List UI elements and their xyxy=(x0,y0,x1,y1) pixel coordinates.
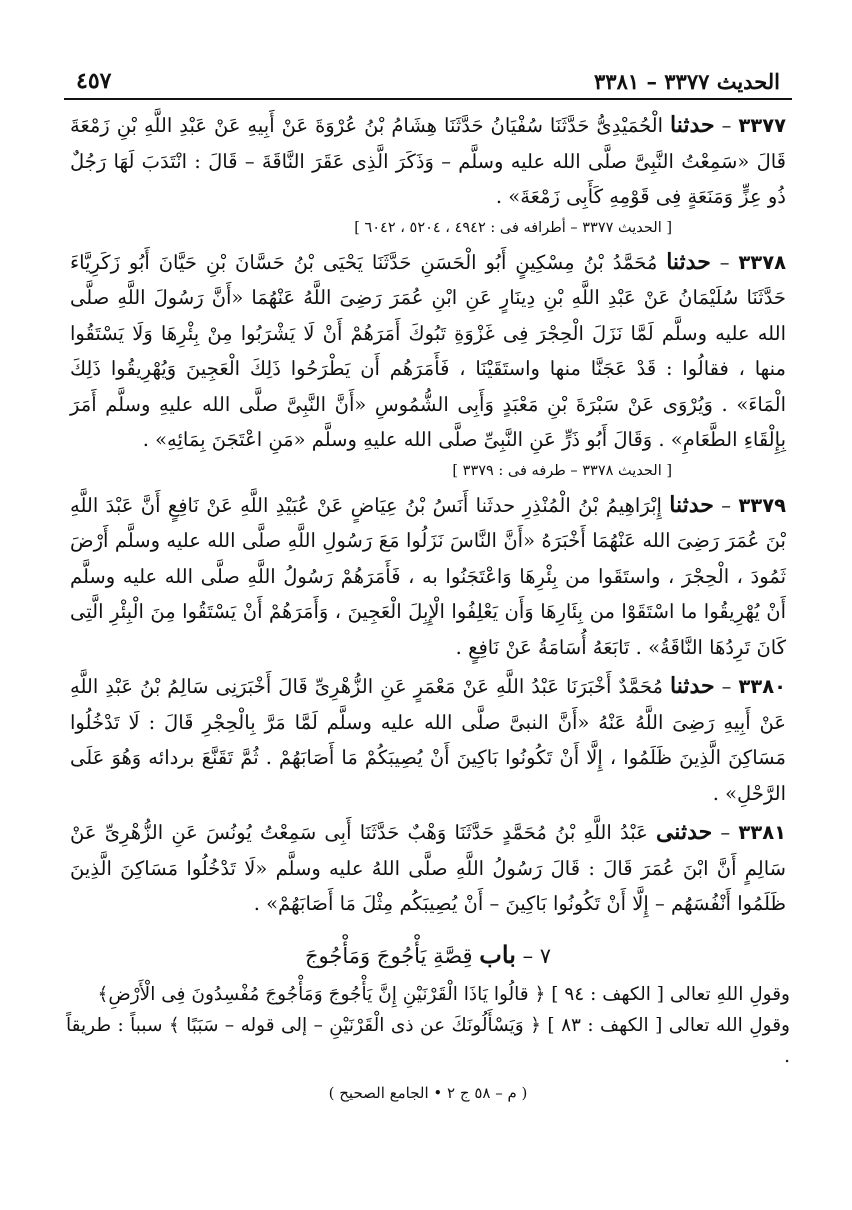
hadith-text: إِبْرَاهِيمُ بْنُ الْمُنْذِرِ حدثَنا أَنَسُ بْنُ عِيَاضٍ عَنْ عُبَيْدِ اللَّهِ عَنْ نَافِعٍ أَنَّ عَبْدَ اللَّهِ بْنَ عُمَرَ رَضِىَ الله عَنْهُمَا أَخْبَرَهُ «أَنَّ النَّاسَ نَزَلُوا مَعَ رَسُولِ اللَّهِ صلَّى الله عليه وسلَّم أَرْضَ ثَمُودَ ، الْحِجْرَ ، واستَقَوا من بِئْرِهَا وَاعْتَجَنُوا به ، فَأَمَرَهُمْ رَسُولُ اللَّهِ صلَّى الله عليه وسلَّم أَنْ يُهْرِيقُوا ما اسْتَقَوْا من بِئَارِهَا وَأَن يَعْلِفُوا الْإِبِلَ الْعَجِينَ ، وَأَمَرَهُمْ أَنْ يَسْتَقُوا مِنَ الْبِئْرِ الَّتِى كَانَ تَرِدُهَا النَّاقَةُ» . تَابَعَهُ أُسَامَةُ عَنْ نَافِعٍ . xyxy=(70,493,786,659)
hadith-keyword: حدثنا xyxy=(670,112,715,138)
chapter-title: قِصَّةِ يَأْجُوجَ وَمَأْجُوجَ xyxy=(304,943,473,968)
chapter-heading xyxy=(64,938,792,973)
hadith-3379: ٣٣٧٩ – حدثنا إِبْرَاهِيمُ بْنُ الْمُنْذِرِ حدثَنا أَنَسُ بْنُ عِيَاضٍ عَنْ عُبَيْدِ اللَّهِ عَنْ نَافِعٍ أَنَّ عَبْدَ اللَّهِ بْنَ عُمَرَ رَضِىَ الله عَنْهُمَا أَخْبَرَهُ «أَنَّ النَّاسَ نَزَلُوا مَعَ رَسُولِ اللَّهِ صلَّى الله عليه وسلَّم أَرْضَ ثَمُودَ ، الْحِجْرَ ، واستَقَوا من بِئْرِهَا وَاعْتَجَنُوا به ، فَأَمَرَهُمْ رَسُولُ اللَّهِ صلَّى الله عليه وسلَّم أَنْ يُهْرِيقُوا ما اسْتَقَوْا من بِئَارِهَا وَأَن يَعْلِفُوا الْإِبِلَ الْعَجِينَ ، وَأَمَرَهُمْ أَنْ يَسْتَقُوا مِنَ الْبِئْرِ الَّتِى كَانَ تَرِدُهَا النَّاقَةُ» . تَابَعَهُ أُسَامَةُ عَنْ نَافِعٍ . xyxy=(70,491,787,659)
hadith-3377: ٣٣٧٧ – حدثنا الْحُمَيْدِىُّ حَدَّثَنَا سُفْيَانُ حَدَّثَنَا هِشَامُ بْنُ عُرْوَةَ عَنْ أَبِيهِ عَنْ عَبْدِ اللَّهِ بْنِ زَمْعَةَ قَالَ «سَمِعْتُ النَّبِىَّ صلَّى الله عليه وسلَّم – وَذَكَرَ الَّذِى عَقَرَ النَّاقَةَ – قَالَ : انْتَدَبَ لَهَا رَجُلٌ ذُو عِزٍّ وَمَنَعَةٍ فِى قَوْمِهِ كَأَبِى زَمْعَةَ» . xyxy=(70,112,786,208)
hadith-keyword: حدثنا xyxy=(670,673,715,699)
hadith-keyword: حدثنى xyxy=(655,819,713,845)
hadith-keyword: حدثنا xyxy=(666,248,711,275)
chapter-number: ٧ – xyxy=(522,943,552,968)
quran-verse-citation: وقولِ الله تعالى [ الكهف : ٨٣ ] ﴿ وَيَسْأَلُونَكَ عن ذى الْقَرْنَيْنِ – إلى قوله – سَبَبًا ﴾ سبباً : طريقاً . xyxy=(66,1014,790,1067)
hadith-number: ٣٣٧٩ xyxy=(738,493,787,517)
hadith-cross-reference: [ الحديث ٣٣٧٧ – أطرافه فى : ٤٩٤٢ ، ٥٢٠٤ ، ٦٠٤٢ ] xyxy=(354,219,672,236)
hadith-text: عَبْدُ اللَّهِ بْنُ مُحَمَّدٍ حَدَّثَنَا وَهْبٌ حَدَّثَنَا أَبِى سَمِعْتُ يُونُسَ عَنِ الزُّهْرِىِّ عَنْ سَالِمٍ أَنَّ ابْنَ عُمَرَ قَالَ : قَالَ رَسُولُ اللَّهِ صلَّى اللهُ عليه وسلَّم «لَا تَدْخُلُوا مَسَاكِنَ الَّذِينَ ظَلَمُوا أَنْفُسَهُم – إِلَّا أَنْ تَكُونُوا بَاكِينَ – أَنْ يُصِيبَكُم مِثْلَ مَا أَصَابَهُمْ» . xyxy=(70,821,786,915)
hadith-3380: ٣٣٨٠ – حدثنا مُحَمَّدٌ أَخْبَرَنَا عَبْدُ اللَّهِ عَنْ مَعْمَرٍ عَنِ الزُّهْرِىِّ قَالَ أَخْبَرَنِى سَالِمُ بْنُ عَبْدِ اللَّهِ عَنْ أَبِيهِ رَضِىَ اللَّهُ عَنْهُ «أَنَّ النبىَّ صلَّى الله عليه وسلَّم لَمَّا مَرَّ بِالْحِجْرِ قَالَ : لَا تَدْخُلُوا مَسَاكِنَ الَّذِينَ ظَلَمُوا ، إِلَّا أَنْ تَكُونُوا بَاكِينَ أَنْ يُصِيبَكُمْ مَا أَصَابَهُمْ . ثُمَّ تَقَنَّعَ بردائه وَهُوَ عَلَى الرَّحْلِ» . xyxy=(70,673,786,805)
hadith-text: الْحُمَيْدِىُّ حَدَّثَنَا سُفْيَانُ حَدَّثَنَا هِشَامُ بْنُ عُرْوَةَ عَنْ أَبِيهِ عَنْ عَبْدِ اللَّهِ بْنِ زَمْعَةَ قَالَ «سَمِعْتُ النَّبِىَّ صلَّى الله عليه وسلَّم – وَذَكَرَ الَّذِى عَقَرَ النَّاقَةَ – قَالَ : انْتَدَبَ لَهَا رَجُلٌ ذُو عِزٍّ وَمَنَعَةٍ فِى قَوْمِهِ كَأَبِى زَمْعَةَ» . xyxy=(70,114,786,208)
hadith-number: ٣٣٧٧ xyxy=(738,114,786,137)
page-body xyxy=(64,108,792,1111)
hadith-number: ٣٣٨٠ xyxy=(738,675,786,698)
hadith-3378: ٣٣٧٨ – حدثنا مُحَمَّدُ بْنُ مِسْكِينٍ أَبُو الْحَسَنِ حَدَّثَنَا يَحْيَى بْنُ حَسَّانَ بْنِ حَيَّانَ أَبُو زَكَرِيَّاءَ حَدَّثَنَا سُلَيْمَانُ عَنْ عَبْدِ اللَّهِ بْنِ دِينَارٍ عَنِ ابْنِ عُمَرَ رَضِىَ اللَّهُ عَنْهُمَا «أَنَّ رَسُولَ اللَّهِ صلَّى الله عليه وسلَّم لَمَّا نَزَلَ الْحِجْرَ فِى غَزْوَةِ تَبُوكَ أَمَرَهُمْ أَنْ لَا يَشْرَبُوا مِنْ بِئْرِهَا وَلَا يَسْتَقُوا منها ، فقالُوا : قَدْ عَجَنَّا منها واستَقَيْنَا ، فَأَمَرَهُم أَن يَطْرَحُوا ذَلِكَ الْعَجِينَ وَيُهْرِيقُوا ذَلِكَ الْمَاءَ» . وَيُرْوَى عَنْ سَبْرَةَ بْنِ مَعْبَدٍ وَأَبِى الشُّمُوسِ «أَنَّ النَّبِىَّ صلَّى الله عليهِ وسلَّم أَمَرَ بِإِلْقَاءِ الطَّعَامِ» . وَقَالَ أَبُو ذَرٍّ عَنِ النَّبِىِّ صلَّى الله عليهِ وسلَّم «مَنِ اعْتَجَنَ بِمَائِهِ» . xyxy=(70,248,786,451)
hadith-cross-reference: [ الحديث ٣٣٧٨ – طرفه فى : ٣٣٧٩ ] xyxy=(452,462,672,479)
quran-verse-citation: وقولِ اللهِ تعالى [ الكهف : ٩٤ ] ﴿ قالُوا يَاذَا الْقَرْنَيْنِ إِنَّ يَأْجُوجَ وَمَأْجُوجَ مُفْسِدُونَ فِى الْأَرْضِ﴾ xyxy=(97,983,790,1005)
page-header xyxy=(64,54,792,100)
page-number: ٤٥٧ xyxy=(76,68,112,94)
hadith-3381: ٣٣٨١ – حدثنى عَبْدُ اللَّهِ بْنُ مُحَمَّدٍ حَدَّثَنَا وَهْبٌ حَدَّثَنَا أَبِى سَمِعْتُ يُونُسَ عَنِ الزُّهْرِىِّ عَنْ سَالِمٍ أَنَّ ابْنَ عُمَرَ قَالَ : قَالَ رَسُولُ اللَّهِ صلَّى اللهُ عليه وسلَّم «لَا تَدْخُلُوا مَسَاكِنَ الَّذِينَ ظَلَمُوا أَنْفُسَهُم – إِلَّا أَنْ تَكُونُوا بَاكِينَ – أَنْ يُصِيبَكُم مِثْلَ مَا أَصَابَهُمْ» . xyxy=(70,819,787,915)
hadith-keyword: حدثنا xyxy=(669,491,714,518)
running-title: الحديث ٣٣٧٧ – ٣٣٨١ xyxy=(594,69,780,94)
hadith-text: مُحَمَّدُ بْنُ مِسْكِينٍ أَبُو الْحَسَنِ حَدَّثَنَا يَحْيَى بْنُ حَسَّانَ بْنِ حَيَّانَ أَبُو زَكَرِيَّاءَ حَدَّثَنَا سُلَيْمَانُ عَنْ عَبْدِ اللَّهِ بْنِ دِينَارٍ عَنِ ابْنِ عُمَرَ رَضِىَ اللَّهُ عَنْهُمَا «أَنَّ رَسُولَ اللَّهِ صلَّى الله عليه وسلَّم لَمَّا نَزَلَ الْحِجْرَ فِى غَزْوَةِ تَبُوكَ أَمَرَهُمْ أَنْ لَا يَشْرَبُوا مِنْ بِئْرِهَا وَلَا يَسْتَقُوا منها ، فقالُوا : قَدْ عَجَنَّا منها واستَقَيْنَا ، فَأَمَرَهُم أَن يَطْرَحُوا ذَلِكَ الْعَجِينَ وَيُهْرِيقُوا ذَلِكَ الْمَاءَ» . وَيُرْوَى عَنْ سَبْرَةَ بْنِ مَعْبَدٍ وَأَبِى الشُّمُوسِ «أَنَّ النَّبِىَّ صلَّى الله عليهِ وسلَّم أَمَرَ بِإِلْقَاءِ الطَّعَامِ» . وَقَالَ أَبُو ذَرٍّ عَنِ النَّبِىِّ صلَّى الله عليهِ وسلَّم «مَنِ اعْتَجَنَ بِمَائِهِ» . xyxy=(70,250,786,451)
footer-reference: ( م – ٥٨ ج ٢ • الجامع الصحيح ) xyxy=(328,1083,528,1102)
hadith-text: مُحَمَّدٌ أَخْبَرَنَا عَبْدُ اللَّهِ عَنْ مَعْمَرٍ عَنِ الزُّهْرِىِّ قَالَ أَخْبَرَنِى سَالِمُ بْنُ عَبْدِ اللَّهِ عَنْ أَبِيهِ رَضِىَ اللَّهُ عَنْهُ «أَنَّ النبىَّ صلَّى الله عليه وسلَّم لَمَّا مَرَّ بِالْحِجْرِ قَالَ : لَا تَدْخُلُوا مَسَاكِنَ الَّذِينَ ظَلَمُوا ، إِلَّا أَنْ تَكُونُوا بَاكِينَ أَنْ يُصِيبَكُمْ مَا أَصَابَهُمْ . ثُمَّ تَقَنَّعَ بردائه وَهُوَ عَلَى الرَّحْلِ» . xyxy=(70,675,786,805)
hadith-number: ٣٣٧٨ xyxy=(738,250,786,274)
chapter-word: باب xyxy=(479,939,516,969)
hadith-number: ٣٣٨١ xyxy=(738,821,787,844)
